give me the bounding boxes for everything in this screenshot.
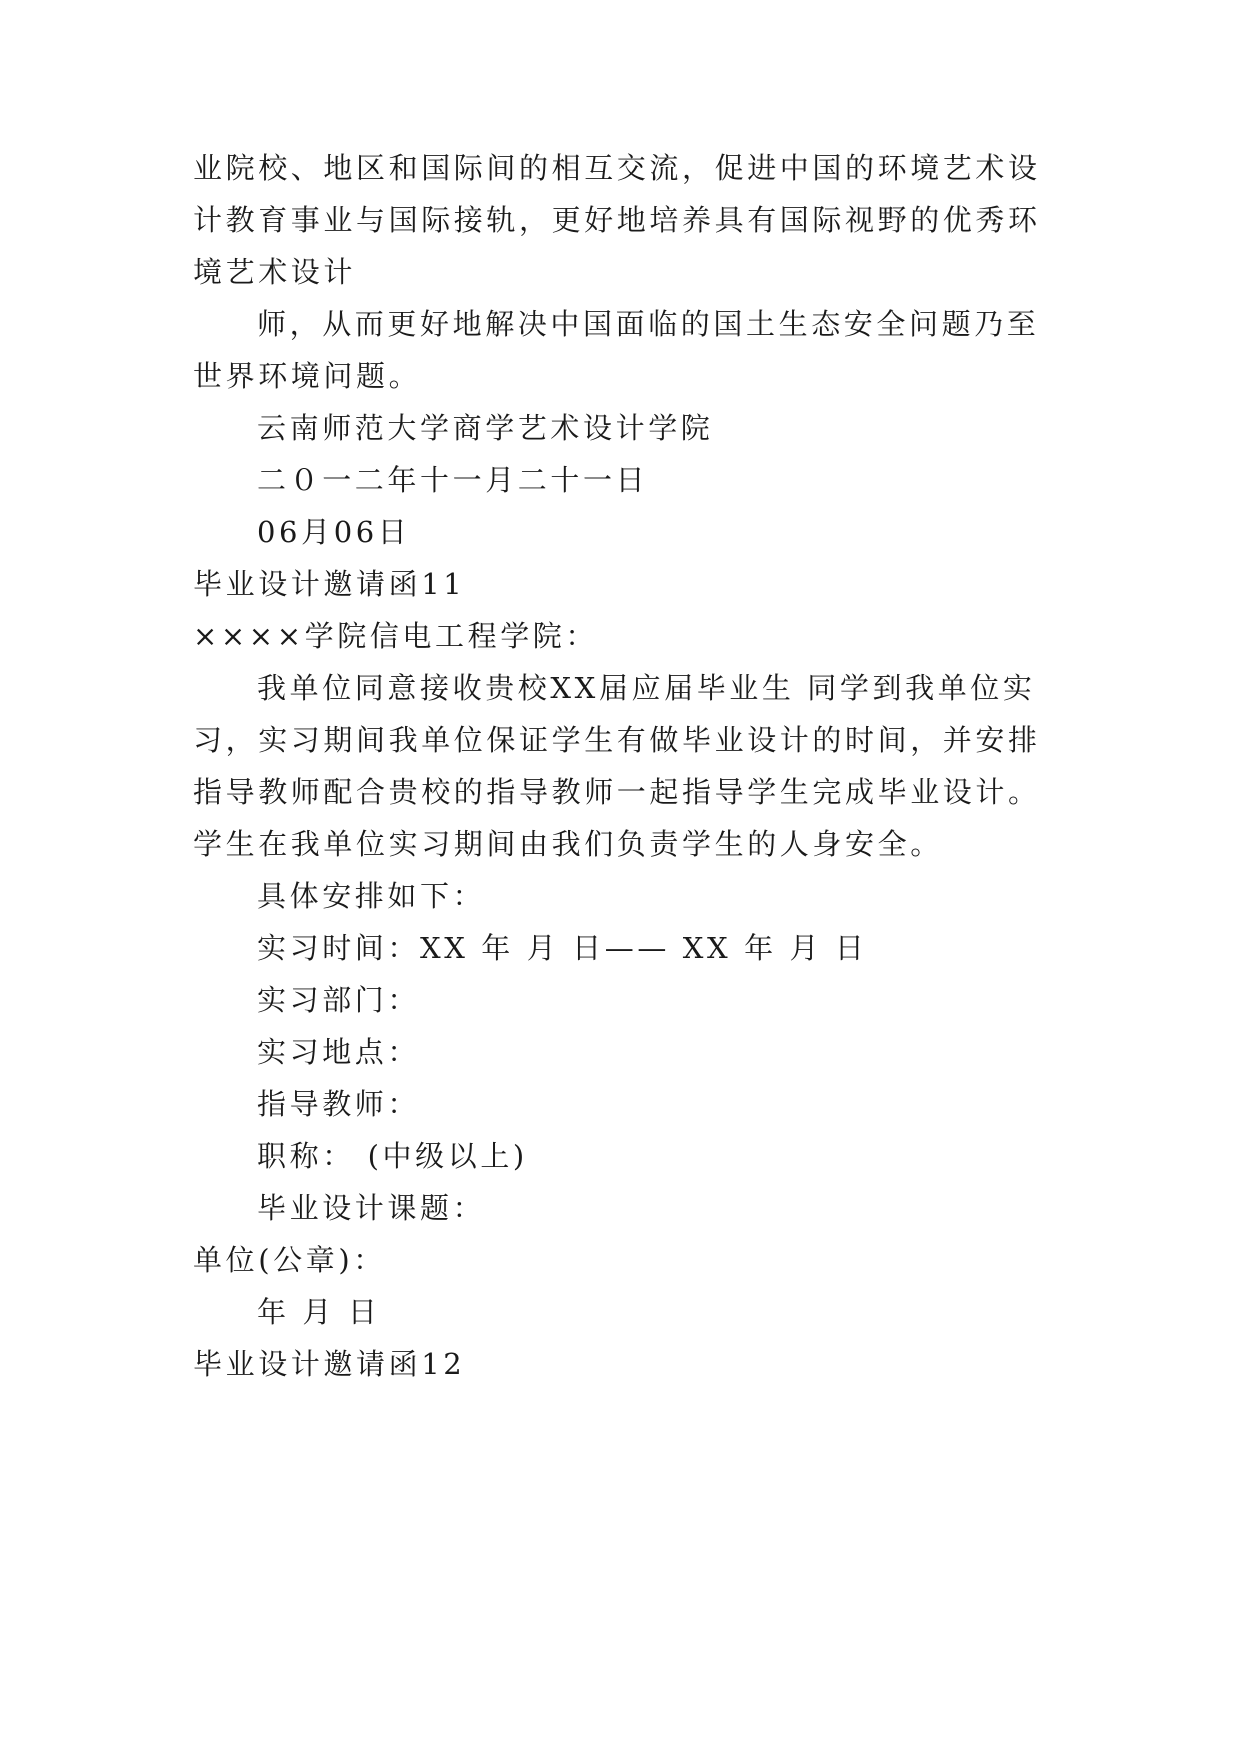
internship-time-line: 实习时间：XX 年 月 日—— XX 年 月 日: [257, 931, 868, 965]
paragraph-line: 指导教师配合贵校的指导教师一起指导学生完成毕业设计。: [193, 775, 1041, 809]
paragraph-line: 我单位同意接收贵校XX届应届毕业生 同学到我单位实: [257, 671, 1036, 705]
paragraph-line: 境艺术设计: [193, 255, 357, 289]
supervisor-line: 指导教师：: [257, 1087, 421, 1121]
section-title: 毕业设计邀请函11: [193, 567, 466, 601]
date-line: 二０一二年十一月二十一日: [257, 463, 649, 497]
paragraph-line: 世界环境问题。: [193, 359, 422, 393]
title-rank-line: 职称： (中级以上): [257, 1139, 528, 1173]
paragraph-line: 学生在我单位实习期间由我们负责学生的人身安全。: [193, 827, 943, 861]
paragraph-line: 计教育事业与国际接轨，更好地培养具有国际视野的优秀环: [193, 203, 1041, 237]
signature-line: 云南师范大学商学艺术设计学院: [257, 411, 714, 445]
internship-location-line: 实习地点：: [257, 1035, 421, 1069]
arrangement-heading: 具体安排如下：: [257, 879, 486, 913]
paragraph-line: 业院校、地区和国际间的相互交流，促进中国的环境艺术设: [193, 151, 1041, 185]
section-title: 毕业设计邀请函12: [193, 1347, 466, 1381]
internship-dept-line: 实习部门：: [257, 983, 421, 1017]
addressee-line: ××××学院信电工程学院：: [193, 619, 598, 653]
unit-seal-line: 单位(公章)：: [193, 1243, 386, 1277]
sign-date-line: 年 月 日: [257, 1295, 381, 1329]
date-line: 06月06日: [257, 515, 411, 549]
paragraph-line: 师，从而更好地解决中国面临的国土生态安全问题乃至: [257, 307, 1040, 341]
paragraph-line: 习，实习期间我单位保证学生有做毕业设计的时间，并安排: [193, 723, 1041, 757]
thesis-topic-line: 毕业设计课题：: [257, 1191, 486, 1225]
